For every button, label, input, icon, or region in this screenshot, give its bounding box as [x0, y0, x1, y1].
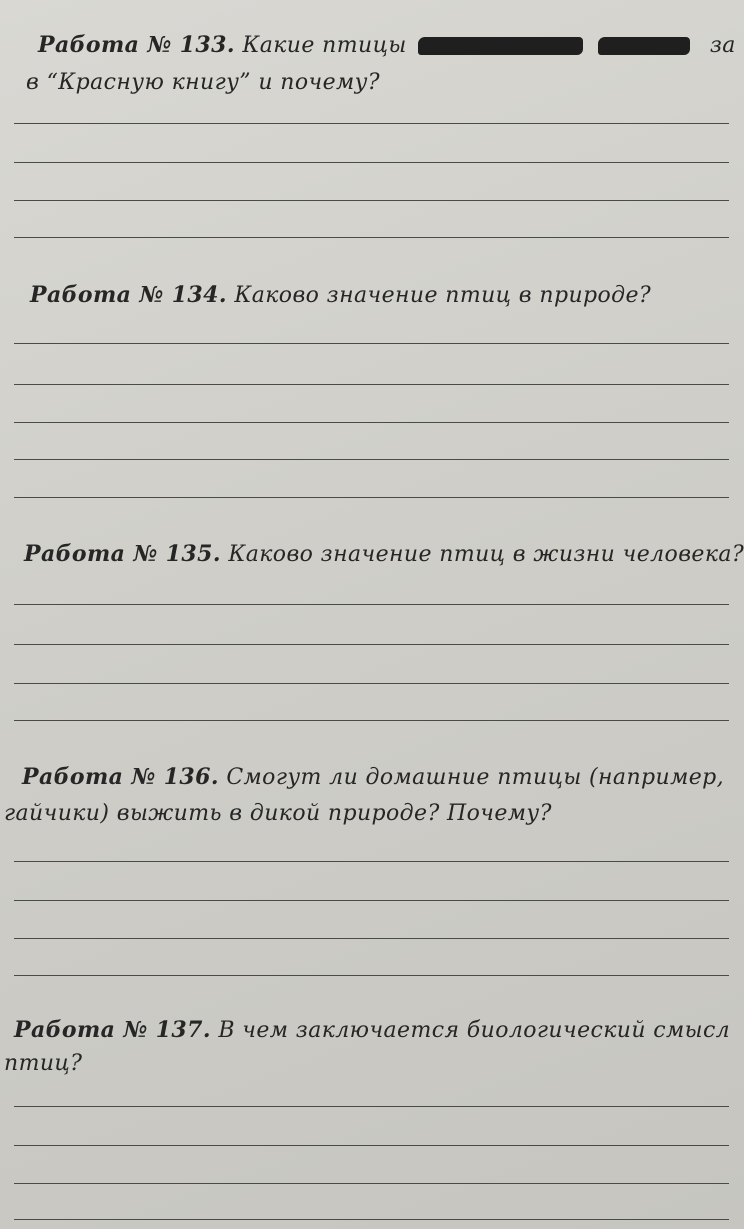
task-137-label: Работа № 137. — [14, 1017, 211, 1043]
answer-line[interactable] — [14, 975, 729, 976]
answer-line[interactable] — [14, 900, 729, 901]
redaction-mark — [598, 37, 690, 55]
task-133-text: Какие птицы — [242, 33, 407, 58]
answer-line[interactable] — [14, 938, 729, 939]
answer-line[interactable] — [14, 683, 729, 684]
answer-line[interactable] — [14, 384, 729, 385]
task-135-text: Каково значение птиц в жизни человека? — [228, 542, 744, 567]
task-133-text-tail: за — [709, 33, 736, 58]
task-137-text: В чем заключается биологический смысл — [218, 1018, 731, 1043]
task-135-question — [24, 541, 744, 567]
answer-line[interactable] — [14, 200, 729, 201]
task-134-question — [30, 282, 651, 308]
task-133-question-line1 — [38, 32, 736, 58]
answer-line[interactable] — [14, 1219, 729, 1220]
task-136-text: Смогут ли домашние птицы (например, — [226, 765, 725, 790]
answer-line[interactable] — [14, 343, 729, 344]
task-133-question-line2: в “Красную книгу” и почему? — [26, 70, 381, 95]
answer-line[interactable] — [14, 237, 729, 238]
answer-line[interactable] — [14, 459, 729, 460]
answer-line[interactable] — [14, 497, 729, 498]
task-134-label: Работа № 134. — [30, 282, 227, 308]
answer-line[interactable] — [14, 1106, 729, 1107]
task-136-label: Работа № 136. — [22, 764, 219, 790]
task-136-question-line1 — [22, 764, 724, 790]
answer-line[interactable] — [14, 1183, 729, 1184]
answer-line[interactable] — [14, 123, 729, 124]
task-137-question-line2: птиц? — [4, 1051, 83, 1076]
answer-line[interactable] — [14, 644, 729, 645]
task-135-label: Работа № 135. — [24, 541, 221, 567]
answer-line[interactable] — [14, 720, 729, 721]
task-137-question-line1 — [14, 1017, 730, 1043]
task-136-question-line2: гайчики) выжить в дикой природе? Почему? — [4, 801, 552, 826]
answer-line[interactable] — [14, 604, 729, 605]
answer-line[interactable] — [14, 422, 729, 423]
task-134-text: Каково значение птиц в природе? — [234, 283, 652, 308]
redaction-mark — [418, 37, 583, 55]
answer-line[interactable] — [14, 861, 729, 862]
answer-line[interactable] — [14, 162, 729, 163]
task-133-label: Работа № 133. — [38, 32, 235, 58]
answer-line[interactable] — [14, 1145, 729, 1146]
